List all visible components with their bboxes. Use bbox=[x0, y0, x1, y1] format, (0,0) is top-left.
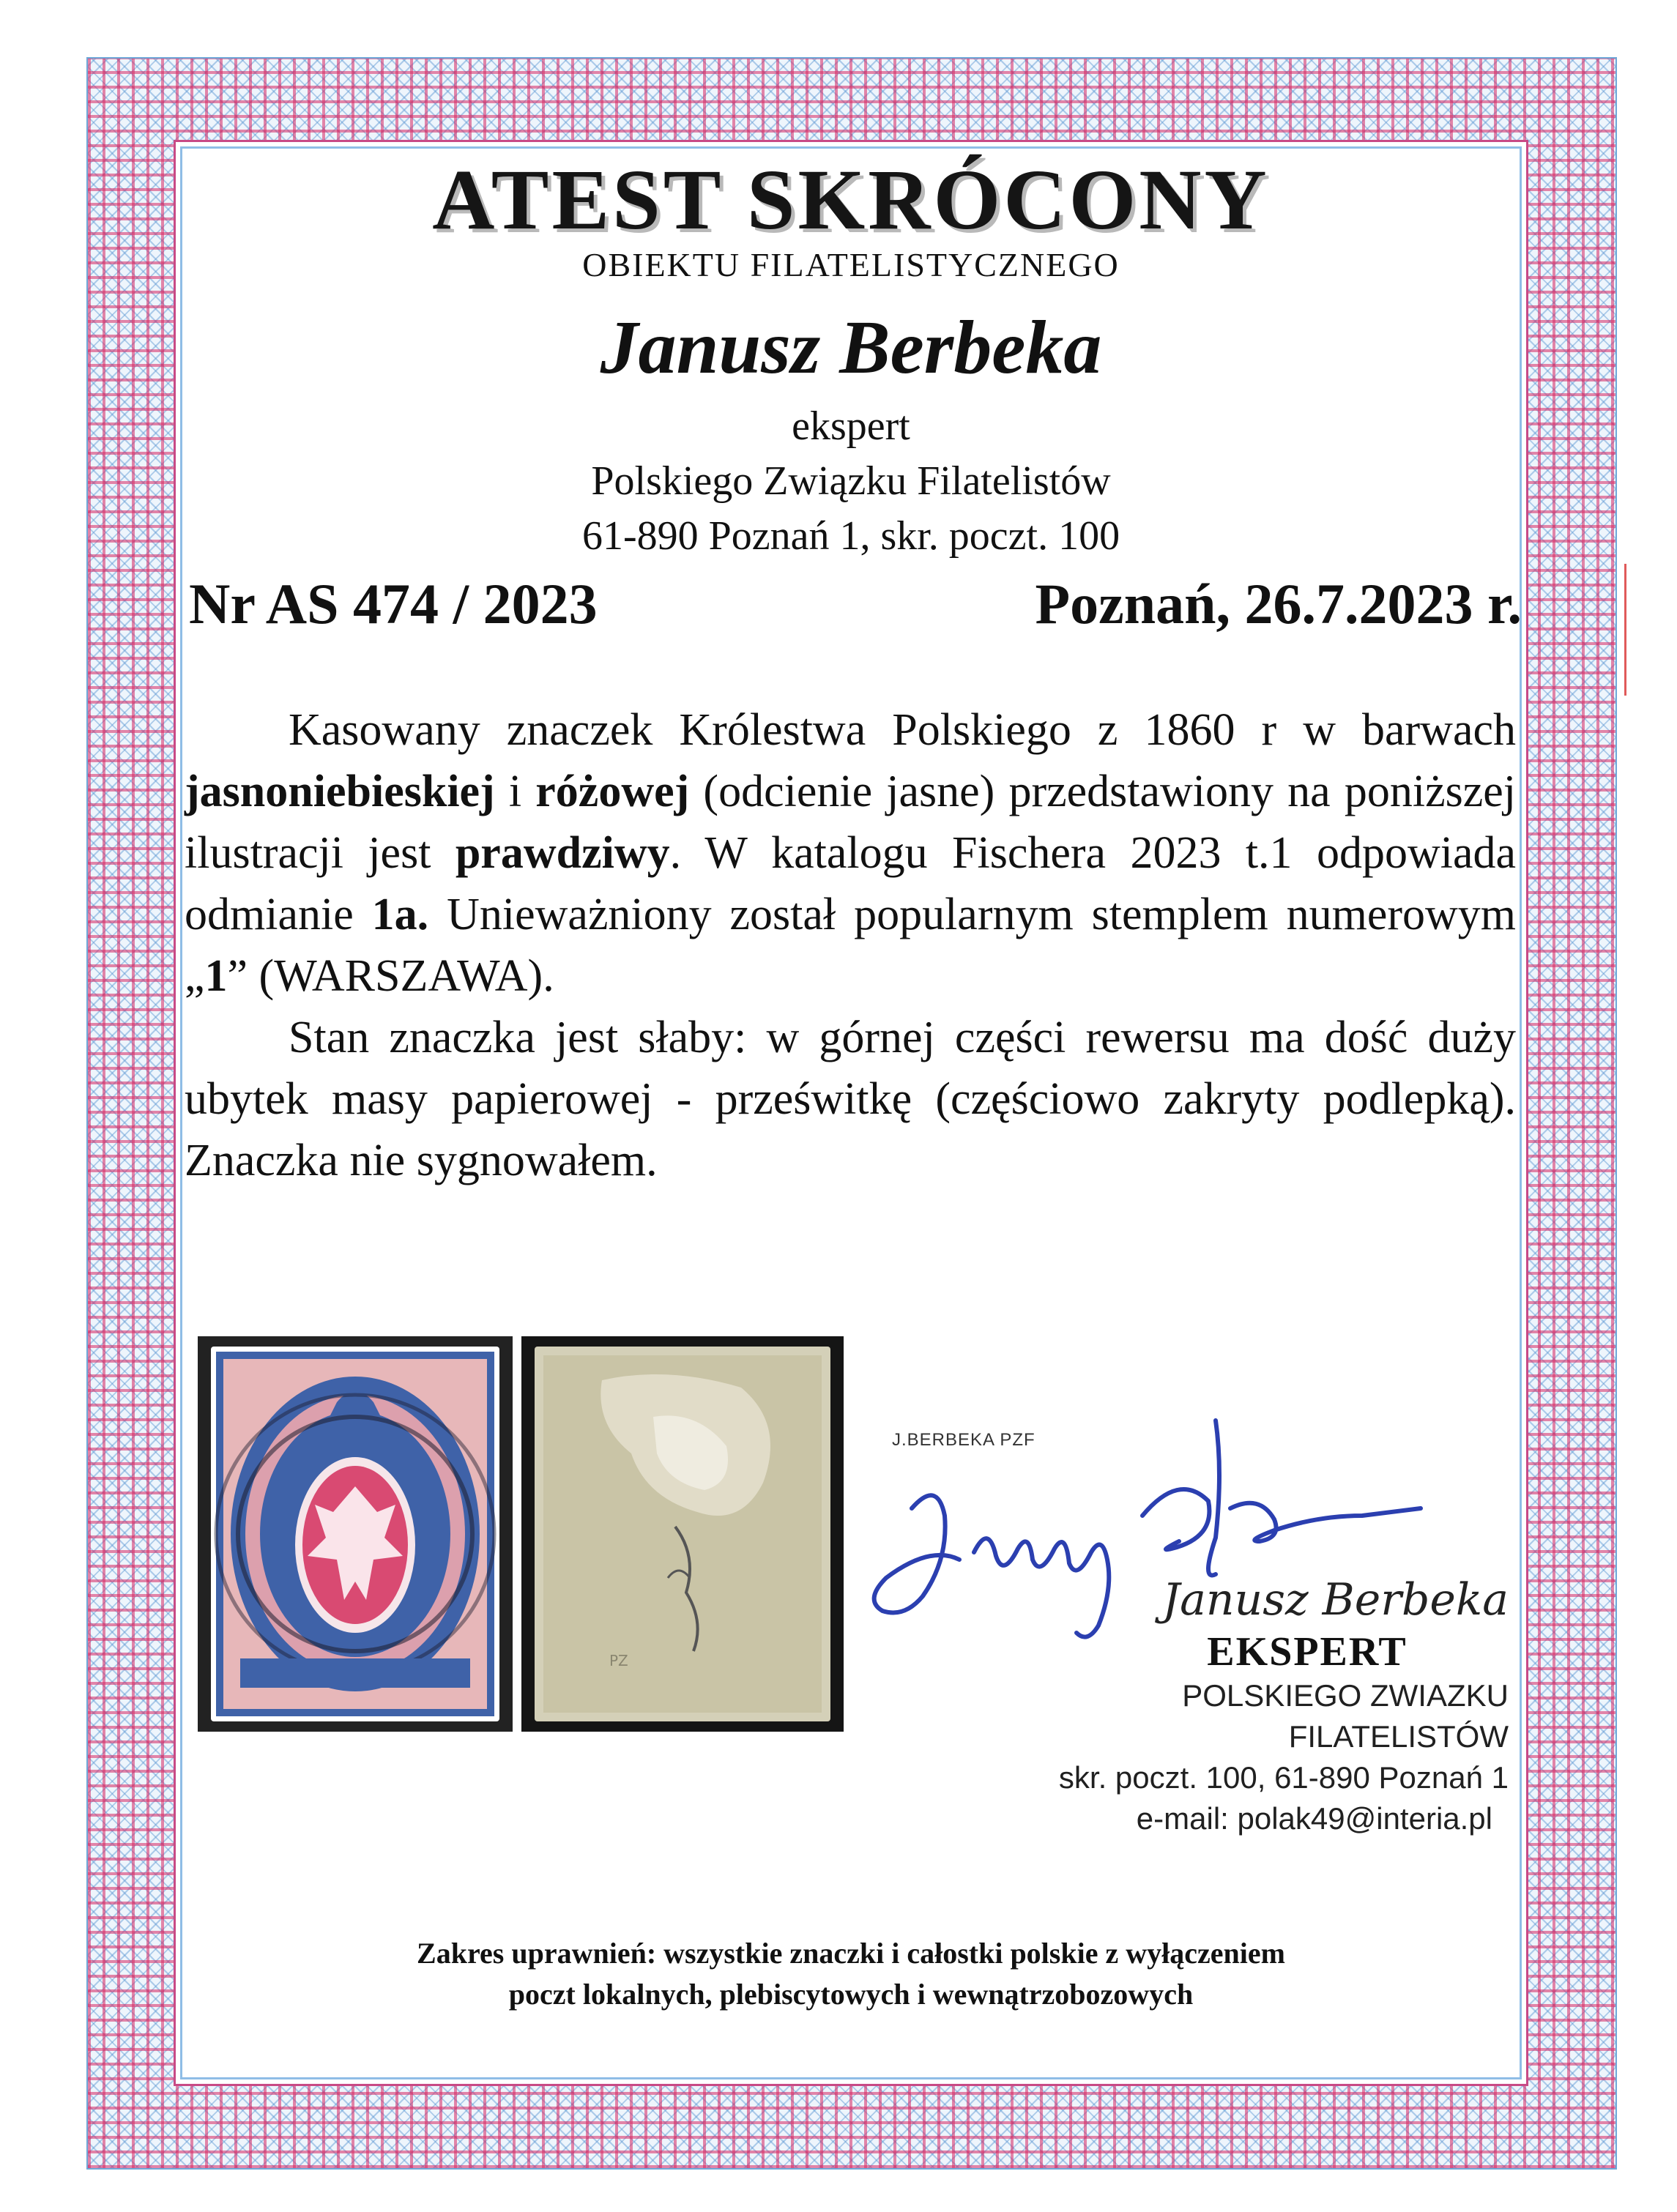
stamp-expert-role: EKSPERT bbox=[1207, 1629, 1408, 1675]
footer-line-1: Zakres uprawnień: wszystkie znaczki i całostki polskie z wyłączeniem bbox=[417, 1937, 1285, 1970]
stamp-back-image bbox=[521, 1336, 844, 1732]
stamp-expert-address: skr. poczt. 100, 61-890 Poznań 1 bbox=[1058, 1760, 1509, 1795]
stamp-expert-email: e-mail: polak49@interia.pl bbox=[1136, 1801, 1492, 1836]
expert-seal-label: J.BERBEKA PZF bbox=[892, 1430, 1035, 1450]
expert-stamp-block bbox=[981, 1574, 1509, 1839]
certificate-place-date: Poznań, 26.7.2023 r. bbox=[1035, 572, 1522, 636]
stamp-expert-org: POLSKIEGO ZWIAZKU FILATELISTÓW bbox=[1182, 1678, 1509, 1754]
expert-name: Janusz Berbeka bbox=[600, 305, 1102, 390]
certificate-number: Nr AS 474 / 2023 bbox=[189, 572, 598, 636]
margin-mark bbox=[1624, 564, 1626, 696]
body-paragraph-1: Kasowany znaczek Królestwa Polskiego z 1860 r w barwach jasnoniebieskiej i różowej (odcienie jasne) przedstawiony na poniższej ilustracji jest prawdziwy. W katalogu Fischera 2023 t.1 odpowiada odmianie 1a. Unieważniony został popularnym stemplem numerowym „1” (WARSZAWA). bbox=[185, 705, 1516, 1001]
expert-address: 61-890 Poznań 1, skr. poczt. 100 bbox=[581, 513, 1120, 559]
certificate-title: ATEST SKRÓCONY bbox=[432, 152, 1270, 247]
stamp-front-image bbox=[198, 1336, 513, 1732]
stamp-expert-name: Janusz Berbeka bbox=[1162, 1574, 1509, 1626]
body-paragraph-2: Stan znaczka jest słaby: w górnej części rewersu ma dość duży ubytek masy papierowej - prześwitkę (częściowo zakryty podlepką). Znaczka nie sygnowałem. bbox=[185, 1013, 1516, 1185]
footer-line-2: poczt lokalnych, plebiscytowych i wewnątrzobozowych bbox=[508, 1978, 1194, 2011]
certificate-subtitle: OBIEKTU FILATELISTYCZNEGO bbox=[582, 246, 1120, 283]
expert-organization: Polskiego Związku Filatelistów bbox=[591, 458, 1111, 504]
expert-role: ekspert bbox=[792, 403, 910, 449]
authority-scope-footer bbox=[180, 1933, 1522, 2015]
svg-text:PZ: PZ bbox=[609, 1652, 628, 1669]
certificate-body bbox=[185, 699, 1516, 1191]
